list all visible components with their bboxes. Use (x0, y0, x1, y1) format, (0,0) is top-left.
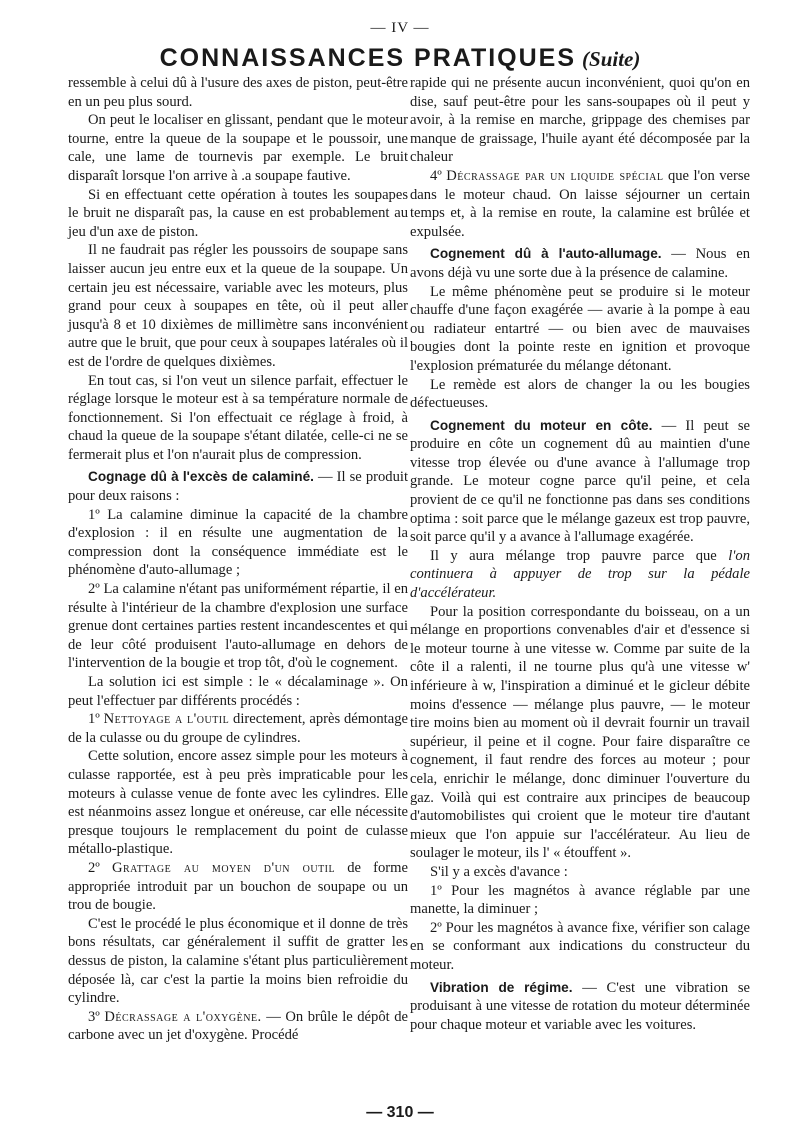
paragraph: Pour la position correspondante du boisseau, on a un mélange en proportions convenables d'air et d'essence si le moteur tourne à une vitesse w. Comme par suite de la côte il a ralenti, il ne tourne plus qu'à une vitesse w' inférieure à w, l'inspiration a diminué et le gicleur débite moins d'essence — mélange plus pauvre, — le moteur tire moins bien au moment où il devrait fournir un travail supérieur, il peine et il cogne. Pour faire disparaître ce cognement, il faut rendre des forces au moteur ; pour cela, enrichir le mélange, donc diminuer l'ouverture du gaz. Voilà qui est contraire aux principes de beaucoup d'automobilistes qui croient que le moteur tire d'autant mieux que l'on appuie sur l'accélérateur. Au lieu de soulager le moteur, ils l' « étouffent ». (410, 603, 750, 862)
list-paragraph (68, 710, 408, 747)
paragraph: Cette solution, encore assez simple pour les moteurs à culasse rapportée, est à peu près impraticable pour les moteurs à culasse venue de fonte avec les cylindres. Elle est néanmoins assez longue et onéreuse, car elle nécessite presque toujours le remplacement du point de culasse métallo-plastique. (68, 748, 408, 858)
paragraph: 1º La calamine diminue la capacité de la chambre d'explosion : il en résulte une augmentation de la compression dont la conséquence immédiate est le phénomène d'auto-allumage ; (68, 506, 408, 579)
paragraph-text: — On brûle le dépôt de carbone avec un jet d'oxygène. Procédé (68, 1008, 408, 1044)
paragraph: 2º Pour les magnétos à avance fixe, vérifier son calage en se conformant aux indications du constructeur du moteur. (410, 919, 750, 973)
procedure-name: Décrassage par un liquide spécial (446, 167, 664, 184)
section-heading: Cognage dû à l'excès de calaminé. (88, 469, 314, 485)
left-column (68, 74, 408, 1045)
paragraph (410, 547, 750, 603)
paragraph-text: que l'on verse dans le moteur chaud. On laisse séjourner un certain temps et, à la remise en route, la calamine est brûlée et expulsée. (410, 167, 750, 240)
paragraph: En tout cas, si l'on veut un silence parfait, effectuer le réglage lorsque le moteur est à sa température normale de fonctionnement. Si l'on effectuait ce réglage à froid, à chaud la queue de la soupape s'étant dilatée, celle-ci ne se fermerait plus et l'on n'aurait plus de compression. (68, 372, 408, 463)
procedure-name: Nettoyage a l'outil (103, 711, 230, 728)
paragraph: 1º Pour les magnétos à avance réglable par une manette, la diminuer ; (410, 882, 750, 918)
section-paragraph (410, 417, 750, 547)
list-number: 1º (88, 711, 104, 728)
list-paragraph (410, 167, 750, 241)
paragraph: C'est le procédé le plus économique et il donne de très bons résultats, car généralement il suffit de gratter les dessus de piston, la calamine s'étant plus particulièrement déposée là, car c'est la partie la moins bien refroidie du cylindre. (68, 915, 408, 1007)
procedure-name: Décrassage a l'oxygène. (104, 1008, 262, 1025)
list-paragraph (68, 1008, 408, 1045)
section-paragraph (410, 245, 750, 282)
paragraph: 2º La calamine n'étant pas uniformément répartie, il en résulte à l'intérieur de la chambre d'explosion une surface grenue dont certaines parties restent incandescentes et qui de leur côté produisent l'auto-allumage en dehors de l'intervention de la bougie et trop tôt, d'où le cognement. (68, 581, 408, 672)
title-suite: (Suite) (582, 47, 641, 71)
paragraph: La solution ici est simple : le « décalaminage ». On peut l'effectuer par différents procédés : (68, 674, 408, 709)
paragraph: On peut le localiser en glissant, pendant que le moteur tourne, entre la queue de la soupape et le poussoir, une cale, une lame de tournevis par exemple. Le bruit disparaît lorsque l'on arrive à .a soupape fautive. (68, 112, 408, 184)
paragraph: rapide qui ne présente aucun inconvénient, quoi qu'on en dise, sauf peut-être pour les sans-soupapes où il peut y avoir, à la remise en marche, grippage des chemises par manque de graissage, l'huile ayant été décomposée par la chaleur (410, 75, 750, 166)
section-heading: Vibration de régime. (430, 979, 573, 995)
paragraph: Le remède est alors de changer la ou les bougies défectueuses. (410, 376, 750, 412)
italic-text: l'on continuera à appuyer de trop sur la pédale d'accélérateur. (410, 547, 750, 602)
paragraph: Il ne faudrait pas régler les poussoirs de soupape sans laisser aucun jeu entre eux et la queue de la soupape. Un certain jeu est nécessaire, variable avec les moteurs, plus grand pour ceux à soupapes en tête, où il peut aller jusqu'à 8 et 10 dixièmes de millimètre sans inconvénient autre que le bruit, que pour ceux à soupapes latérales où il est de l'ordre de quelques dixièmes. (68, 242, 408, 370)
page-title (0, 44, 800, 73)
title-text: CONNAISSANCES PRATIQUES (159, 44, 577, 72)
section-paragraph (410, 979, 750, 1035)
list-number: 4º (430, 167, 447, 184)
list-paragraph (68, 859, 408, 915)
list-number: 3º (88, 1008, 105, 1025)
section-paragraph (68, 468, 408, 505)
paragraph-text: — Il se produit pour deux raisons : (68, 469, 408, 505)
list-number: 2º (88, 859, 112, 876)
paragraph-text: de forme appropriée introduit par un bouchon de soupape ou un trou de bougie. (68, 859, 408, 914)
right-column (410, 74, 750, 1034)
paragraph: Le même phénomène peut se produire si le moteur chauffe d'une façon exagérée — avarie à la pompe à eau ou radiateur entartré — ou bien avec de mauvaises bougies dont la pointe reste en ignition et provoque l'explosion prématurée du mélange détonant. (410, 283, 750, 374)
paragraph: Si en effectuant cette opération à toutes les soupapes le bruit ne disparaît pas, la cause en est probablement au jeu d'un axe de piston. (68, 186, 408, 240)
paragraph: ressemble à celui dû à l'usure des axes de piston, peut-être en un peu plus sourd. (68, 75, 408, 110)
paragraph-text: — Il peut se produire en côte un cognement dû au maintien d'une vitesse trop élevée ou d'une avance à l'allumage trop grande. Le moteur cogne parce qu'il peine, et cela provient de ce qu'il ne fonctionne pas dans ses conditions optima : soit parce que le mélange gazeux est trop pauvre, soit parce qu'il y a avance à l'allumage exagérée. (410, 417, 750, 546)
paragraph-text: Il y aura mélange trop pauvre parce que (430, 547, 729, 564)
section-heading: Cognement dû à l'auto-allumage. (430, 246, 662, 262)
section-heading: Cognement du moteur en côte. (430, 417, 653, 433)
paragraph-text: — Nous en avons déjà vu une sorte due à la présence de calamine. (410, 246, 750, 281)
page-number: — 310 — (366, 1104, 434, 1121)
paragraph: S'il y a excès d'avance : (430, 863, 568, 880)
procedure-name: Grattage au moyen d'un outil (111, 859, 336, 876)
paragraph-text: — C'est une vibration se produisant à une vitesse de rotation du moteur déterminée pour chaque moteur et variable avec les voitures. (410, 979, 751, 1033)
section-folio: — IV — (370, 20, 430, 36)
paragraph-text: directement, après démontage de la culasse ou du groupe de cylindres. (68, 711, 408, 746)
